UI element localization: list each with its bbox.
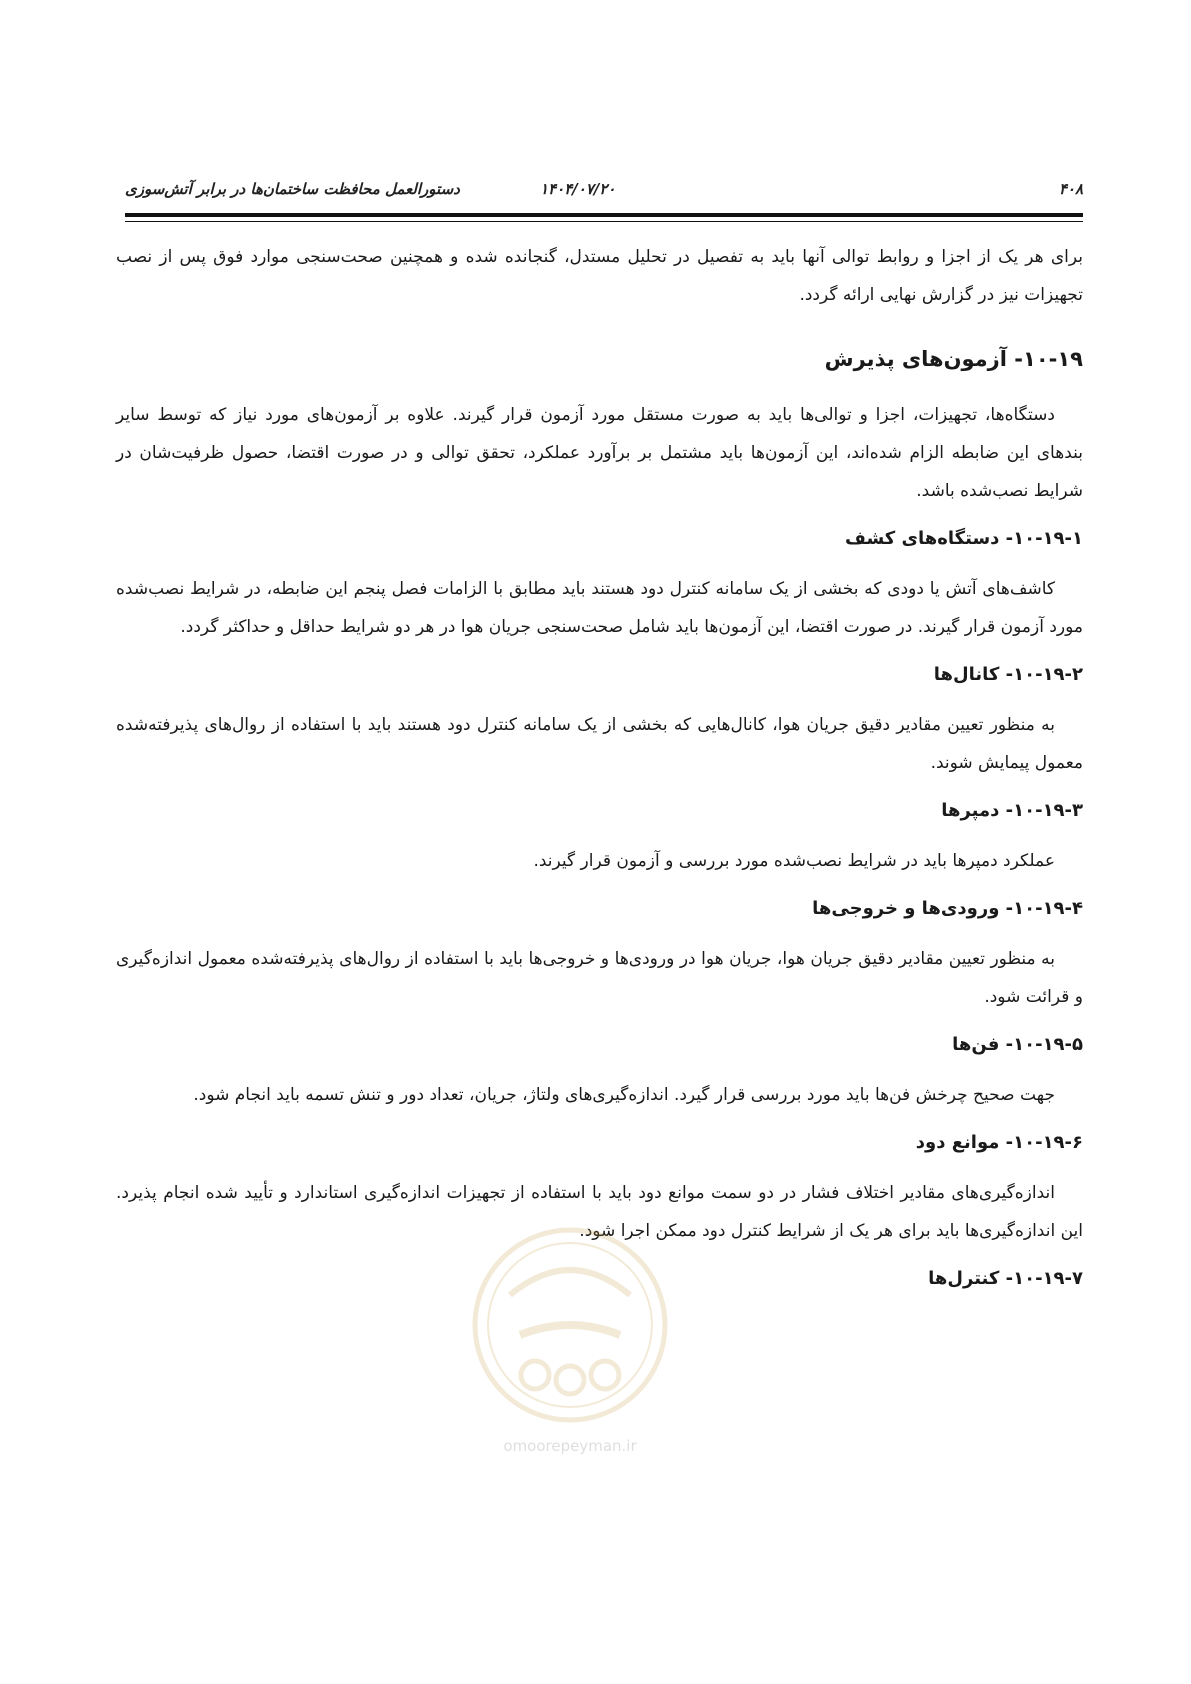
watermark-url: omoorepeyman.ir — [503, 1437, 637, 1455]
header-title: دستورالعمل محافظت ساختمان‌ها در برابر آتش‌سوزی — [125, 180, 460, 198]
header-date: ۱۴۰۴/۰۷/۲۰ — [540, 180, 616, 198]
page-number: ۴۰۸ — [1058, 180, 1083, 198]
document-body — [116, 238, 1083, 1310]
subsection-title-5: ۱۰-۱۹-۵- فن‌ها — [952, 1034, 1083, 1055]
subsection-body-1: کاشف‌های آتش یا دودی که بخشی از یک سامانه کنترل دود هستند باید مطابق با الزامات فصل پنجم این ضابطه، در شرایط نصب‌شده مورد آزمون قرار گیرند. در صورت اقتضا، این آزمون‌ها باید شامل صحت‌سنجی جریان هوا در هر دو شرایط حداقل و حداکثر گردد. — [116, 579, 1083, 637]
section-title: ۱۰-۱۹- آزمون‌های پذیرش — [824, 347, 1083, 371]
subsection-body-6: اندازه‌گیری‌های مقادیر اختلاف فشار در دو سمت موانع دود باید با استفاده از تجهیزات اندازه‌گیری استاندارد و تأیید شده انجام پذیرد. این اندازه‌گیری‌ها باید برای هر یک از شرایط کنترل دود ممکن اجرا شود. — [116, 1183, 1083, 1241]
page-header — [125, 180, 1083, 204]
subsection-title-7: ۱۰-۱۹-۷- کنترل‌ها — [928, 1268, 1083, 1289]
subsection-body-4: به منظور تعیین مقادیر دقیق جریان هوا، جریان هوا در ورودی‌ها و خروجی‌ها باید با استفاده از روال‌های پذیرفته‌شده معمول اندازه‌گیری و قرائت شود. — [116, 949, 1083, 1007]
section-body: دستگاه‌ها، تجهیزات، اجزا و توالی‌ها باید به صورت مستقل مورد آزمون قرار گیرند. علاوه بر آزمون‌های مورد نیاز که توسط سایر بندهای این ضابطه الزام شده‌اند، این آزمون‌ها باید مشتمل بر برآورد عملکرد، تحقق توالی و در صورت اقتضا، حصول ظرفیت‌شان در شرایط نصب‌شده باشد. — [116, 405, 1083, 501]
subsection-title-1: ۱۰-۱۹-۱- دستگاه‌های کشف — [845, 528, 1083, 549]
subsection-title-4: ۱۰-۱۹-۴- ورودی‌ها و خروجی‌ها — [812, 898, 1083, 919]
subsection-title-2: ۱۰-۱۹-۲- کانال‌ها — [933, 664, 1083, 685]
subsection-body-5: جهت صحیح چرخش فن‌ها باید مورد بررسی قرار گیرد. اندازه‌گیری‌های ولتاژ، جریان، تعداد دور و تنش تسمه باید انجام شود. — [193, 1085, 1055, 1105]
subsection-title-3: ۱۰-۱۹-۳- دمپرها — [941, 800, 1083, 821]
subsection-body-3: عملکرد دمپرها باید در شرایط نصب‌شده مورد بررسی و آزمون قرار گیرند. — [533, 851, 1055, 871]
subsection-title-6: ۱۰-۱۹-۶- موانع دود — [915, 1132, 1083, 1153]
subsection-body-2: به منظور تعیین مقادیر دقیق جریان هوا، کانال‌هایی که بخشی از یک سامانه کنترل دود هستند باید با استفاده از روال‌های پذیرفته‌شده معمول پیمایش شوند. — [116, 715, 1083, 773]
header-rule-thick — [125, 213, 1083, 217]
header-rule-thin — [125, 221, 1083, 222]
intro-paragraph: برای هر یک از اجزا و روابط توالی آنها باید به تفصیل در تحلیل مستدل، گنجانده شده و همچنین صحت‌سنجی موارد فوق پس از نصب تجهیزات نیز در گزارش نهایی ارائه گردد. — [116, 247, 1083, 305]
